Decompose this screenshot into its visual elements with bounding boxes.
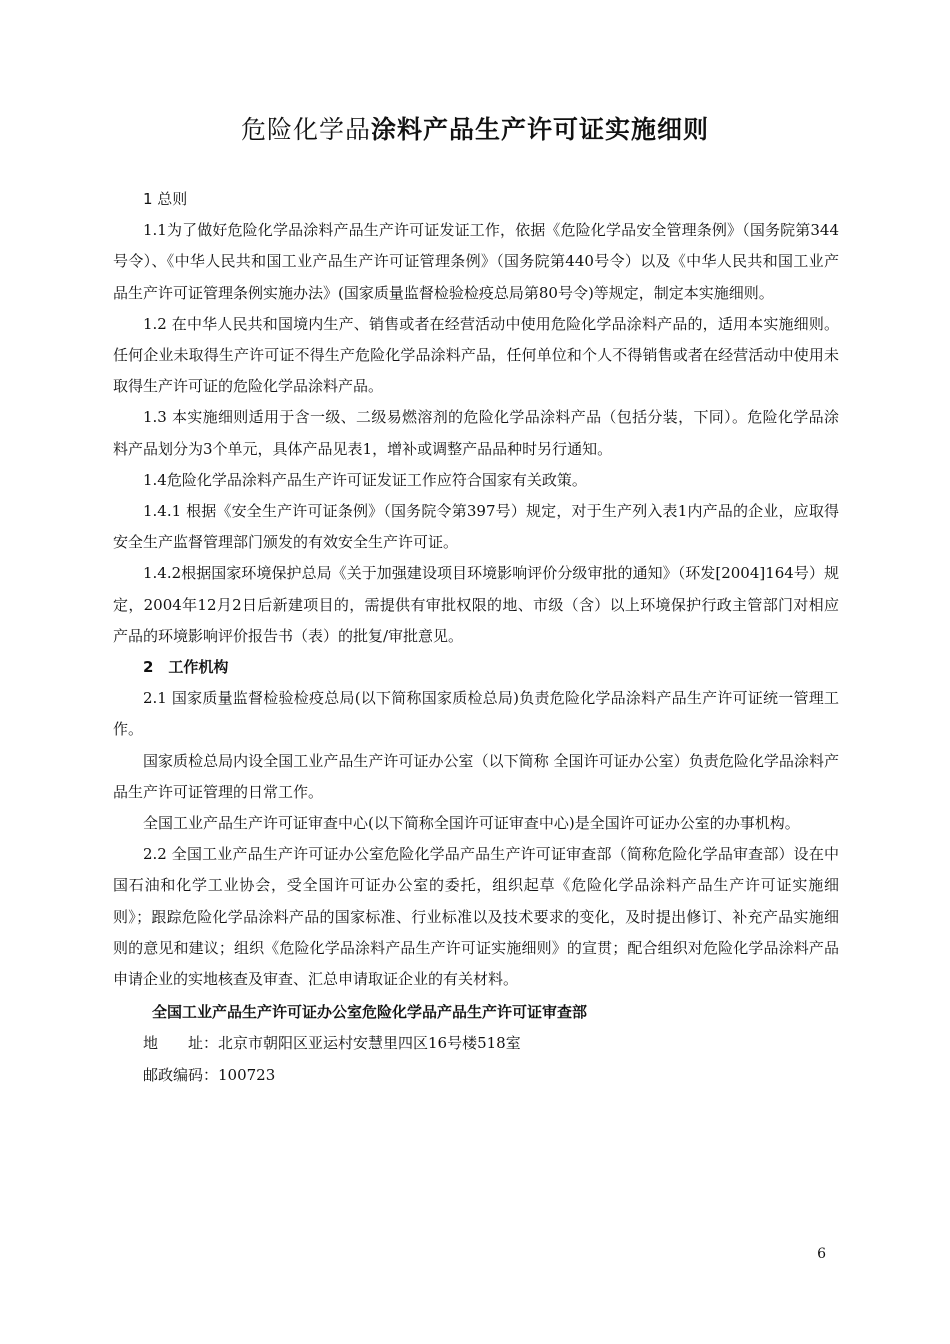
paragraph-1-4: 1.4危险化学品涂料产品生产许可证发证工作应符合国家有关政策。: [143, 470, 587, 489]
paragraph-2-1-center: 全国工业产品生产许可证审查中心(以下简称全国许可证审查中心)是全国许可证办公室的办事机构。: [143, 814, 800, 833]
document-body: [113, 184, 839, 1091]
paragraph-2-2: 2.2 全国工业产品生产许可证办公室危险化学品产品生产许可证审查部（简称危险化学品审查部）设在中国石油和化学工业协会，受全国许可证办公室的委托，组织起草《危险化学品涂料产品生产许可证实施细则》；跟踪危险化学品涂料产品的国家标准、行业标准以及技术要求的变化，及时提出修订、补充产品实施细则的意见和建议；组织《危险化学品涂料产品生产许可证实施细则》的宣贯；配合组织对危险化学品涂料产品申请企业的实地核查及审查、汇总申请取证企业的有关材料。: [113, 845, 839, 989]
review-office-name: 全国工业产品生产许可证办公室危险化学品产品生产许可证审查部: [152, 1003, 588, 1022]
paragraph-2-1: 2.1 国家质量监督检验检疫总局(以下简称国家质检总局)负责危险化学品涂料产品生产许可证统一管理工作。: [113, 689, 839, 739]
page-number: 6: [817, 1246, 826, 1262]
paragraph-1-4-1: 1.4.1 根据《安全生产许可证条例》（国务院令第397号）规定，对于生产列入表1内产品的企业，应取得安全生产监督管理部门颁发的有效安全生产许可证。: [113, 502, 839, 552]
office-address: 地 址：北京市朝阳区亚运村安慧里四区16号楼518室: [143, 1034, 521, 1053]
paragraph-1-4-2: 1.4.2根据国家环境保护总局《关于加强建设项目环境影响评价分级审批的通知》（环发[2004]164号）规定，2004年12月2日后新建项目的，需提供有审批权限的地、市级（含）以上环境保护行政主管部门对相应产品的环境影响评价报告书（表）的批复/审批意见。: [113, 564, 839, 645]
section-heading-organization: 2 工作机构: [143, 658, 229, 677]
section-heading-general: 1 总则: [143, 190, 188, 208]
title-prefix: 危险化学品: [240, 115, 371, 144]
paragraph-1-2: 1.2 在中华人民共和国境内生产、销售或者在经营活动中使用危险化学品涂料产品的，适用本实施细则。任何企业未取得生产许可证不得生产危险化学品涂料产品，任何单位和个人不得销售或者在经营活动中使用未取得生产许可证的危险化学品涂料产品。: [113, 314, 839, 396]
paragraph-1-3: 1.3 本实施细则适用于含一级、二级易燃溶剂的危险化学品涂料产品（包括分装，下同）。危险化学品涂料产品划分为3个单元，具体产品见表1，增补或调整产品品种时另行通知。: [113, 408, 839, 458]
title-main: 涂料产品生产许可证实施细则: [371, 115, 710, 144]
paragraph-2-1-office: 国家质检总局内设全国工业产品生产许可证办公室（以下简称 全国许可证办公室）负责危险化学品涂料产品生产许可证管理的日常工作。: [113, 751, 839, 801]
paragraph-1-1: 1.1为了做好危险化学品涂料产品生产许可证发证工作，依据《危险化学品安全管理条例》（国务院第344号令）、《中华人民共和国工业产品生产许可证管理条例》（国务院第440号令）以及《中华人民共和国工业产品生产许可证管理条例实施办法》(国家质量监督检验检疫总局第80号令)等规定，制定本实施细则。: [113, 221, 839, 302]
document-title: [0, 112, 950, 148]
office-postal-code: 邮政编码：100723: [143, 1065, 276, 1084]
